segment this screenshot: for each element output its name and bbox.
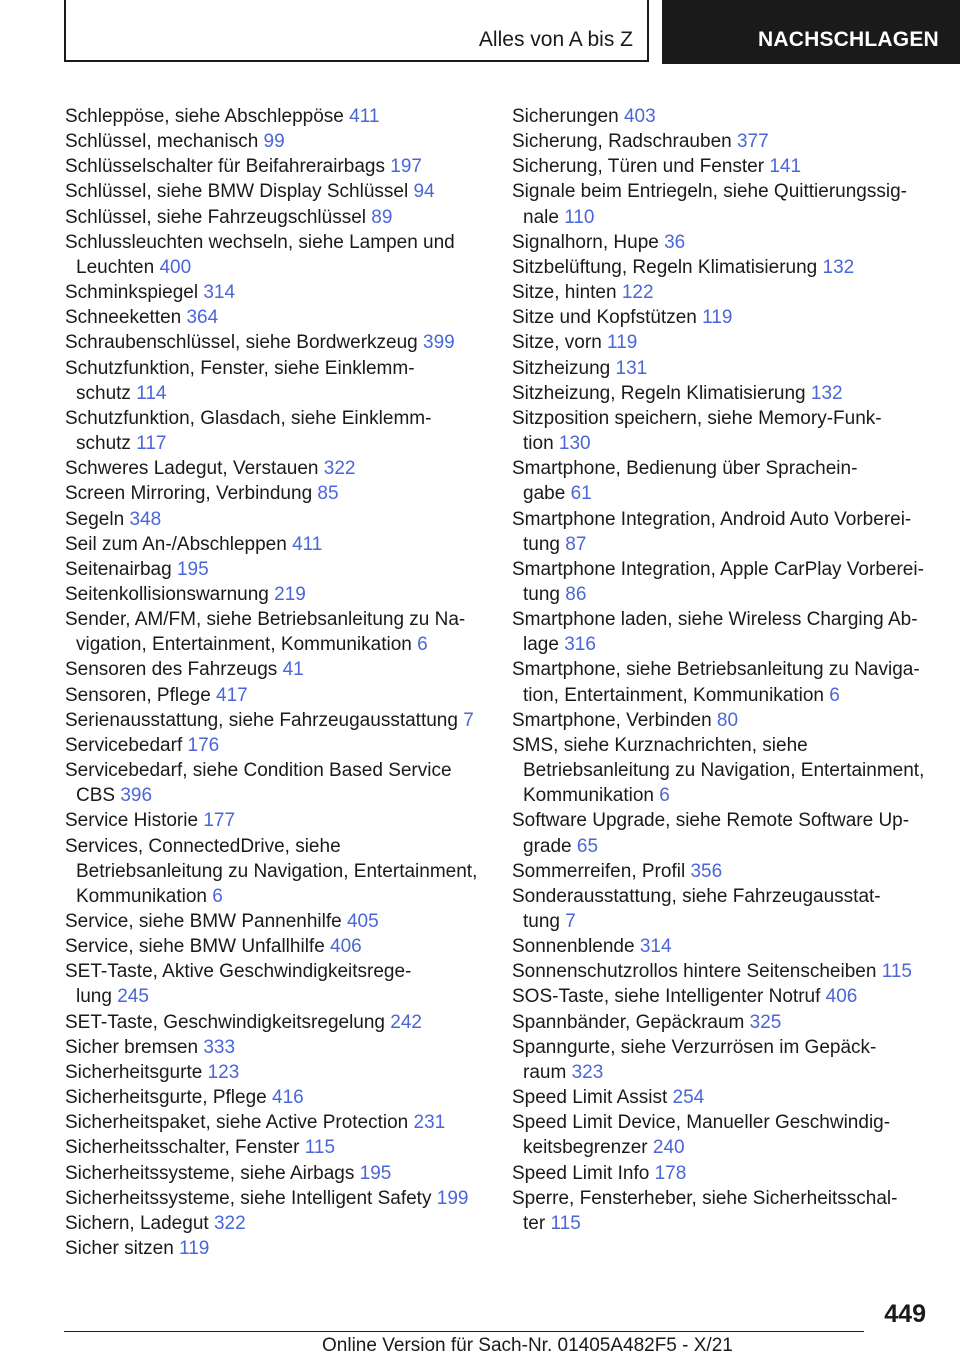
page-reference-link[interactable]: 411 (292, 533, 323, 555)
index-entry (65, 330, 485, 355)
index-entry (512, 733, 932, 808)
page-reference-link[interactable]: 322 (323, 458, 356, 480)
index-entry (512, 984, 932, 1009)
page-reference-link[interactable]: 316 (564, 634, 596, 656)
index-entry (65, 1060, 485, 1085)
index-entry (512, 934, 932, 959)
page-reference-link[interactable]: 61 (570, 483, 592, 505)
index-entry-text: ter (523, 1212, 546, 1234)
index-entry (65, 305, 485, 330)
index-entry-text: lung (76, 986, 112, 1008)
page-reference-link[interactable]: 242 (390, 1011, 422, 1033)
index-entry (512, 1161, 932, 1186)
index-entry (512, 1035, 932, 1085)
page-reference-link[interactable]: 86 (565, 583, 587, 605)
page-reference-link[interactable]: 322 (213, 1212, 246, 1234)
page-reference-link[interactable]: 130 (558, 433, 591, 455)
index-entry (512, 507, 932, 557)
index-entry (65, 406, 485, 456)
page-reference-link[interactable]: 333 (203, 1036, 236, 1058)
index-entry (65, 959, 485, 1009)
index-entry-text: Sicherheitssysteme, siehe Airbags (65, 1162, 355, 1184)
index-entry-text: Schlüssel, mechanisch (65, 131, 259, 153)
index-entry-text: Sicherungen (512, 106, 619, 127)
index-entry-text: nale (523, 206, 559, 228)
index-entry-text: Schlüssel, siehe Fahrzeugschlüssel (65, 206, 366, 228)
index-entry-text: SET-Taste, Aktive Geschwindigkeitsrege- (65, 961, 412, 983)
page-reference-link[interactable]: 99 (263, 131, 285, 153)
index-entry-text: Schlussleuchten wechseln, siehe Lampen und (65, 231, 455, 253)
page-reference-link[interactable]: 406 (825, 986, 858, 1008)
page-reference-link[interactable]: 115 (304, 1137, 336, 1159)
page-reference-link[interactable]: 141 (769, 156, 802, 178)
index-entry-text: Sicherheitspaket, siehe Active Protection (65, 1112, 409, 1134)
page-reference-link[interactable]: 314 (203, 282, 236, 304)
index-entry-text: Schraubenschlüssel, siehe Bordwerkzeug (65, 332, 418, 354)
index-entry (65, 356, 485, 406)
index-entry (512, 255, 932, 280)
index-entry-text: Sensoren des Fahrzeugs (65, 659, 278, 681)
index-entry-text: Kommunikation (523, 785, 654, 807)
page-reference-link[interactable]: 117 (136, 433, 167, 455)
page-reference-link[interactable]: 41 (282, 659, 304, 681)
index-entry (512, 1186, 932, 1236)
page-reference-link[interactable]: 115 (550, 1212, 581, 1234)
index-entry-text: Software Upgrade, siehe Remote Software Up- (512, 810, 910, 832)
index-entry-text: Sitzposition speichern, siehe Memory-Funk- (512, 407, 882, 429)
index-entry-text: Sonderausstattung, siehe Fahrzeugausstat- (512, 885, 881, 907)
index-entry (512, 808, 932, 858)
index-entry-text: Schlüsselschalter für Beifahrerairbags (65, 156, 385, 178)
index-entry (65, 1211, 485, 1236)
index-entry (512, 381, 932, 406)
index-entry-text: Sitzheizung, Regeln Klimatisierung (512, 382, 806, 404)
index-entry-text: SOS-Taste, siehe Intelligenter Notruf (512, 986, 821, 1008)
page-reference-link[interactable]: 114 (136, 382, 167, 404)
index-entry-text: Leuchten (76, 256, 155, 278)
index-entry (65, 708, 485, 733)
index-entry-text: Sperre, Fensterheber, siehe Sicherheitsschal- (512, 1187, 898, 1209)
index-entry-text: Sensoren, Pflege (65, 684, 211, 706)
page-reference-link[interactable]: 119 (702, 307, 733, 329)
index-entry (65, 1110, 485, 1135)
index-entry (512, 406, 932, 456)
index-entry-text: schutz (76, 433, 131, 455)
page-reference-link[interactable]: 87 (565, 533, 587, 555)
page-reference-link[interactable]: 178 (654, 1162, 687, 1184)
index-entry-text: Service, siehe BMW Pannenhilfe (65, 911, 342, 932)
index-entry (512, 456, 932, 506)
page-reference-link[interactable]: 406 (330, 936, 362, 958)
index-entry-text: Speed Limit Assist (512, 1087, 668, 1109)
index-entry (65, 179, 485, 204)
index-entry (512, 657, 932, 707)
index-entry (65, 205, 485, 230)
index-entry (512, 1110, 932, 1160)
index-entry-text: lage (523, 634, 559, 656)
index-entry-text: Services, ConnectedDrive, siehe (65, 835, 341, 857)
index-entry-text: Seil zum An-/Abschleppen (65, 533, 287, 555)
index-entry-text: Smartphone Integration, Android Auto Vorberei- (512, 508, 912, 530)
page-reference-link[interactable]: 6 (659, 785, 670, 807)
page-reference-link[interactable]: 377 (736, 131, 769, 153)
index-entry-text: Sender, AM/FM, siehe Betriebsanleitung zu Na- (65, 609, 466, 631)
index-entry (512, 884, 932, 934)
index-entry (512, 104, 932, 129)
page-reference-link[interactable]: 405 (346, 911, 379, 932)
index-entry-text: Smartphone, siehe Betriebsanleitung zu Naviga- (512, 659, 920, 681)
page-reference-link[interactable]: 176 (187, 734, 220, 756)
page-reference-link[interactable]: 348 (129, 508, 162, 530)
page-reference-link[interactable]: 240 (652, 1137, 685, 1159)
index-entry-text: Sicher bremsen (65, 1036, 199, 1058)
index-entry (65, 1135, 485, 1160)
page-reference-link[interactable]: 254 (672, 1087, 705, 1109)
index-entry-text: Sicherung, Türen und Fenster (512, 156, 765, 178)
index-entry (512, 859, 932, 884)
page-header (0, 0, 960, 66)
page-reference-link[interactable]: 131 (615, 357, 648, 379)
index-entry (65, 129, 485, 154)
index-entry-text: Kommunikation (76, 885, 207, 907)
index-entry-text: Smartphone, Verbinden (512, 709, 712, 731)
page-reference-link[interactable]: 119 (179, 1238, 210, 1260)
index-entry (512, 129, 932, 154)
index-entry (512, 557, 932, 607)
index-entry-text: Sicherung, Radschrauben (512, 131, 732, 153)
index-entry (512, 1085, 932, 1110)
online-version-note: Online Version für Sach-Nr. 01405A482F5 - X/21 (322, 1335, 733, 1356)
page-reference-link[interactable]: 6 (417, 634, 428, 656)
page-reference-link[interactable]: 85 (317, 483, 339, 505)
index-entry-text: Schutzfunktion, Fenster, siehe Einklemm- (65, 357, 415, 379)
page-reference-link[interactable]: 36 (664, 231, 686, 253)
index-entry (512, 230, 932, 255)
page-reference-link[interactable]: 411 (349, 106, 380, 127)
page-reference-link[interactable]: 403 (623, 106, 656, 127)
index-entry-text: Smartphone laden, siehe Wireless Charging Ab- (512, 609, 918, 631)
index-entry (512, 154, 932, 179)
index-entry-text: Speed Limit Device, Manueller Geschwindig- (512, 1112, 891, 1134)
index-entry (512, 1010, 932, 1035)
page-reference-link[interactable]: 115 (881, 961, 912, 983)
index-entry (65, 1186, 485, 1211)
index-column-left (65, 104, 485, 1261)
page-reference-link[interactable]: 132 (810, 382, 843, 404)
page-reference-link[interactable]: 6 (212, 885, 223, 907)
index-entry (65, 1085, 485, 1110)
page-reference-link[interactable]: 364 (186, 307, 219, 329)
page-reference-link[interactable]: 6 (829, 684, 840, 706)
index-entry (65, 481, 485, 506)
index-entry-text: Spanngurte, siehe Verzurrösen im Gepäck- (512, 1036, 877, 1058)
page-reference-link[interactable]: 314 (639, 936, 672, 958)
index-entry-text: Spannbänder, Gepäckraum (512, 1011, 745, 1033)
index-entry-text: SET-Taste, Geschwindigkeitsregelung (65, 1011, 385, 1033)
index-entry (65, 507, 485, 532)
index-entry (512, 356, 932, 381)
index-entry (65, 808, 485, 833)
index-entry (65, 582, 485, 607)
page-reference-link[interactable]: 89 (371, 206, 393, 228)
chapter-tab (662, 0, 960, 64)
page-reference-link[interactable]: 195 (176, 558, 209, 580)
index-entry (65, 733, 485, 758)
index-entry-text: Betriebsanleitung zu Navigation, Entertainment, (76, 860, 478, 882)
index-entry (65, 1236, 485, 1261)
index-entry-text: Sichern, Ladegut (65, 1212, 209, 1234)
page-reference-link[interactable]: 177 (203, 810, 236, 832)
index-entry (65, 758, 485, 808)
index-entry-text: raum (523, 1061, 567, 1083)
index-entry-text: Sicherheitsgurte (65, 1061, 203, 1083)
page-reference-link[interactable]: 417 (216, 684, 248, 706)
page-reference-link[interactable]: 416 (272, 1087, 304, 1109)
index-entry (65, 834, 485, 909)
page-reference-link[interactable]: 396 (120, 785, 153, 807)
index-entry-text: Sicher sitzen (65, 1238, 174, 1260)
page-reference-link[interactable]: 119 (607, 332, 638, 354)
index-entry (65, 230, 485, 280)
page-reference-link[interactable]: 65 (576, 835, 599, 857)
index-entry-text: vigation, Entertainment, Kommunikation (76, 634, 412, 656)
index-entry-text: Service, siehe BMW Unfallhilfe (65, 936, 325, 958)
index-entry-text: tung (523, 533, 560, 555)
index-entry-text: gabe (523, 483, 566, 505)
footer-divider (64, 1331, 864, 1332)
chapter-tab-label: NACHSCHLAGEN (758, 28, 939, 51)
index-entry-text: Schlüssel, siehe BMW Display Schlüssel (65, 181, 409, 203)
header-section-box (64, 0, 649, 62)
index-entry-text: Sonnenschutzrollos hintere Seitenscheiben (512, 961, 877, 983)
index-entry-text: Sicherheitssysteme, siehe Intelligent Safety (65, 1187, 432, 1209)
index-entry-text: Sitze und Kopfstützen (512, 307, 697, 329)
page-reference-link[interactable]: 399 (423, 332, 455, 354)
index-entry (65, 1010, 485, 1035)
index-entry-text: Sonnenblende (512, 936, 635, 958)
page-reference-link[interactable]: 132 (822, 256, 855, 278)
page-reference-link[interactable]: 356 (690, 860, 723, 882)
index-entry-text: Sicherheitsgurte, Pflege (65, 1087, 267, 1109)
index-entry-text: Schminkspiegel (65, 282, 199, 304)
index-entry-text: keitsbegrenzer (523, 1137, 648, 1159)
index-entry (512, 179, 932, 229)
page-reference-link[interactable]: 245 (117, 986, 149, 1008)
index-entry-text: Sicherheitsschalter, Fenster (65, 1137, 300, 1159)
index-entry-text: Sitzheizung (512, 357, 611, 379)
index-entry-text: Seitenkollisionswarnung (65, 583, 269, 605)
index-entry-text: Signalhorn, Hupe (512, 231, 659, 253)
index-column-right (512, 104, 932, 1236)
index-entry (65, 934, 485, 959)
page-reference-link[interactable]: 219 (274, 583, 306, 605)
index-entry-text: tion, Entertainment, Kommunikation (523, 684, 824, 706)
page-reference-link[interactable]: 197 (390, 156, 422, 178)
page-number: 449 (884, 1300, 926, 1328)
page-reference-link[interactable]: 325 (749, 1011, 782, 1033)
index-entry-text: Sitzbelüftung, Regeln Klimatisierung (512, 256, 818, 278)
page-reference-link[interactable]: 7 (463, 709, 474, 731)
index-entry-text: Schleppöse, siehe Abschleppöse (65, 106, 344, 127)
index-entry-text: Service Historie (65, 810, 199, 832)
index-entry (65, 557, 485, 582)
index-entry-text: tung (523, 583, 560, 605)
index-entry-text: Servicebedarf (65, 734, 183, 756)
page-reference-link[interactable]: 94 (413, 181, 435, 203)
page-reference-link[interactable]: 231 (413, 1112, 446, 1134)
index-entry-text: tion (523, 433, 554, 455)
index-entry-text: SMS, siehe Kurznachrichten, siehe (512, 734, 808, 756)
page-reference-link[interactable]: 400 (159, 256, 192, 278)
page-reference-link[interactable]: 7 (565, 911, 576, 932)
index-entry-text: Screen Mirroring, Verbindung (65, 483, 313, 505)
index-entry (65, 104, 485, 129)
index-entry-text: Servicebedarf, siehe Condition Based Service (65, 760, 452, 782)
page-reference-link[interactable]: 323 (571, 1061, 604, 1083)
index-entry-text: Sommerreifen, Profil (512, 860, 686, 882)
page-reference-link[interactable]: 122 (621, 282, 654, 304)
index-entry-text: Schweres Ladegut, Verstauen (65, 458, 319, 480)
index-entry (512, 280, 932, 305)
index-entry-text: Smartphone, Bedienung über Sprachein- (512, 458, 858, 480)
index-entry (512, 305, 932, 330)
index-entry-text: schutz (76, 382, 131, 404)
index-entry-text: Betriebsanleitung zu Navigation, Entertainment, (523, 760, 925, 782)
index-entry-text: Seitenairbag (65, 558, 172, 580)
index-entry-text: Sitze, hinten (512, 282, 617, 304)
index-entry (512, 607, 932, 657)
index-entry-text: Serienausstattung, siehe Fahrzeugausstattung (65, 709, 458, 731)
index-entry-text: Segeln (65, 508, 125, 530)
index-entry-text: grade (523, 835, 572, 857)
index-entry (65, 154, 485, 179)
index-entry (65, 456, 485, 481)
index-entry (65, 607, 485, 657)
page-reference-link[interactable]: 195 (359, 1162, 392, 1184)
index-entry-text: Signale beim Entriegeln, siehe Quittierungssig- (512, 181, 907, 203)
index-entry (512, 959, 932, 984)
index-entry (65, 1161, 485, 1186)
index-entry (512, 330, 932, 355)
index-entry (65, 909, 485, 934)
index-entry-text: Smartphone Integration, Apple CarPlay Vorberei- (512, 558, 924, 580)
index-entry-text: Schutzfunktion, Glasdach, siehe Einklemm- (65, 407, 432, 429)
page-reference-link[interactable]: 199 (436, 1187, 469, 1209)
index-entry-text: CBS (76, 785, 116, 807)
section-title: Alles von A bis Z (478, 28, 633, 51)
index-entry (65, 683, 485, 708)
index-entry (65, 657, 485, 682)
page-reference-link[interactable]: 80 (716, 709, 739, 731)
index-entry-text: Speed Limit Info (512, 1162, 650, 1184)
page-reference-link[interactable]: 110 (564, 206, 595, 228)
index-entry (512, 708, 932, 733)
index-entry (65, 280, 485, 305)
index-entry-text: Schneeketten (65, 307, 182, 329)
index-entry (65, 1035, 485, 1060)
index-entry-text: tung (523, 911, 560, 932)
index-entry-text: Sitze, vorn (512, 332, 602, 354)
page-reference-link[interactable]: 123 (207, 1061, 240, 1083)
index-entry (65, 532, 485, 557)
